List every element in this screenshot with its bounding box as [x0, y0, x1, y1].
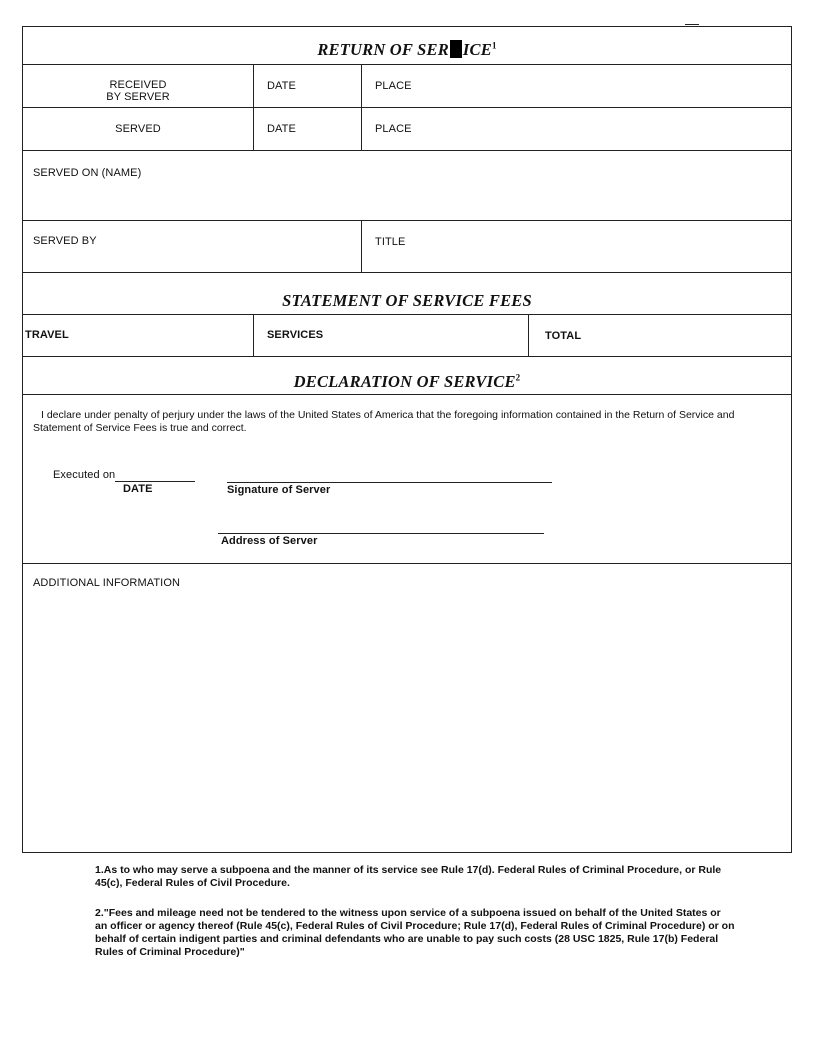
executed-on-label: Executed on: [53, 469, 116, 481]
declaration-of-service-title: [23, 372, 791, 392]
declaration-title-text: DECLARATION OF SERVICE: [293, 372, 516, 391]
divider: [23, 563, 791, 564]
divider: [23, 314, 791, 315]
divider: [23, 394, 791, 395]
title-text: ICE: [462, 40, 492, 59]
column-divider: [361, 64, 362, 150]
column-divider: [528, 314, 529, 356]
divider: [23, 356, 791, 357]
footnote-marker: 2: [515, 372, 521, 383]
execution-date-line: [115, 481, 195, 482]
divider: [23, 107, 791, 108]
divider: [23, 64, 791, 65]
served-label: SERVED: [115, 123, 161, 135]
signature-line: [227, 482, 552, 483]
divider: [23, 150, 791, 151]
divider: [23, 220, 791, 221]
return-of-service-form: [22, 26, 792, 853]
redaction-mark: [450, 40, 462, 58]
address-line: [218, 533, 544, 534]
divider: [23, 272, 791, 273]
travel-label: TRAVEL: [25, 329, 69, 341]
received-date-label: DATE: [267, 80, 296, 92]
title-label: TITLE: [375, 236, 406, 248]
statement-of-fees-title: STATEMENT OF SERVICE FEES: [282, 291, 532, 310]
column-divider: [253, 314, 254, 356]
total-label: TOTAL: [545, 330, 582, 342]
top-mark: [685, 24, 699, 25]
column-divider: [361, 220, 362, 272]
received-by-server-label: RECEIVED BY SERVER: [106, 79, 170, 103]
declaration-statement: I declare under penalty of perjury under the laws of the United States of America that the foregoing information contained in the Return of Service and Statement of Service Fees is true and correct.: [33, 409, 735, 434]
footnote-2: 2."Fees and mileage need not be tendered to the witness upon service of a subpoena issued on behalf of the United States or an officer or agency thereof (Rule 45(c), Federal Rules of Civil Procedure; Rule 17(d), Federal Rules of Criminal Procedure) or on behalf of certain indigent parties and criminal defendants who are unable to pay such costs (28 USC 1825, Rule 17(b) Federal Rules of Criminal Procedure)": [95, 907, 735, 958]
served-date-label: DATE: [267, 123, 296, 135]
received-place-label: PLACE: [375, 80, 412, 92]
address-caption: Address of Server: [221, 535, 318, 547]
served-place-label: PLACE: [375, 123, 412, 135]
served-on-name-label: SERVED ON (NAME): [33, 167, 142, 179]
served-by-label: SERVED BY: [33, 235, 97, 247]
declaration-text: [33, 409, 783, 435]
title-text: RETURN OF SER: [317, 40, 449, 59]
footnote-1: 1.As to who may serve a subpoena and the manner of its service see Rule 17(d). Federal Rules of Criminal Procedure, or Rule 45(c), Federal Rules of Civil Procedure.: [95, 864, 722, 889]
column-divider: [253, 64, 254, 150]
footnote-marker: 1: [491, 40, 497, 51]
additional-information-label: ADDITIONAL INFORMATION: [33, 577, 181, 589]
services-label: SERVICES: [267, 329, 324, 341]
date-caption: DATE: [123, 483, 153, 495]
return-of-service-title: [23, 40, 791, 60]
signature-caption: Signature of Server: [227, 484, 331, 496]
